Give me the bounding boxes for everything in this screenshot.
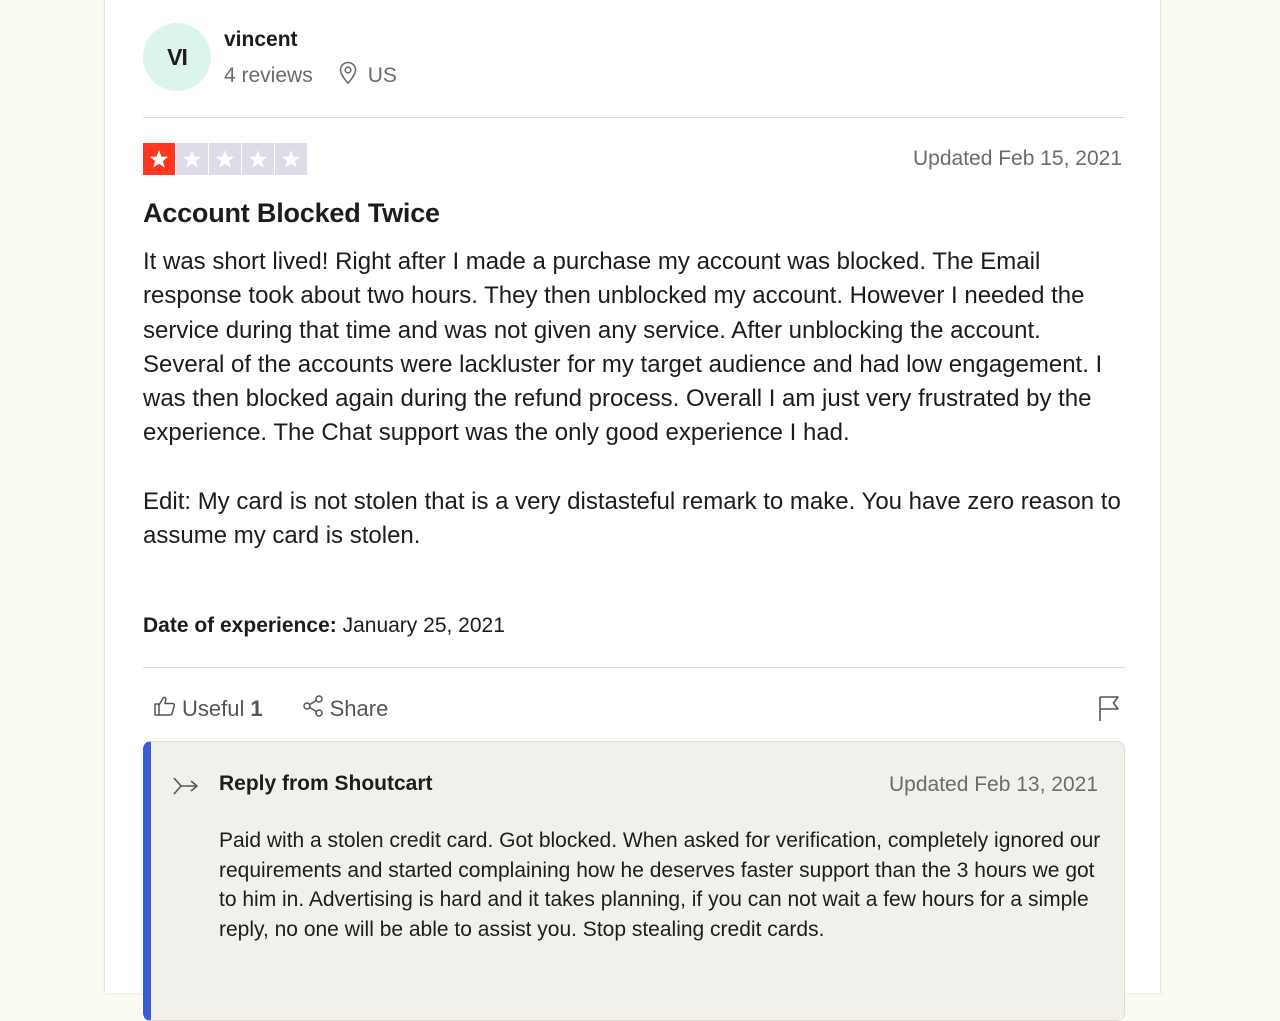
share-icon: [301, 694, 330, 724]
review-actions: [153, 694, 388, 724]
reply-title: Reply from Shoutcart: [219, 772, 433, 795]
reviewer-location: [338, 61, 397, 91]
reply-arrow-icon: [171, 774, 199, 805]
share-label: Share: [329, 696, 389, 721]
review-text: It was short lived! Right after I made a purchase my account was blocked. The Email response took about two hours. They then unblocked my account. However I needed the service during that time and was not given any service. After unblocking the account. Several of the accounts were lackluster for my target audience and had low engagement. I was then blocked again during the refund process. Overall I am just very frustrated by the experience. The Chat support was the only good experience I had.: [143, 248, 1103, 447]
star-icon: [275, 143, 307, 175]
review-body: [143, 245, 1128, 553]
share-button[interactable]: [301, 694, 389, 724]
review-title[interactable]: Account Blocked Twice: [143, 198, 440, 228]
country-label: US: [367, 64, 397, 87]
reviewer-meta: [224, 61, 397, 91]
flag-button[interactable]: [1096, 694, 1122, 727]
star-icon: [209, 143, 241, 175]
review-count: 4 reviews: [224, 64, 313, 87]
review-date: Updated Feb 15, 2021: [913, 147, 1122, 170]
location-pin-icon: [338, 61, 368, 91]
experience-date: January 25, 2021: [342, 614, 505, 637]
review-edit-text: Edit: My card is not stolen that is a very distasteful remark to make. You have zero reason to assume my card is stolen.: [143, 487, 1121, 550]
star-icon: [242, 143, 274, 175]
star-icon: [176, 143, 208, 175]
divider: [143, 667, 1125, 668]
star-icon: [143, 143, 175, 175]
reviewer-name[interactable]: vincent: [224, 28, 298, 51]
date-of-experience: [143, 614, 505, 638]
company-reply: [143, 741, 1125, 1021]
divider: [143, 117, 1125, 118]
avatar[interactable]: VI: [143, 23, 211, 91]
useful-count: 1: [250, 696, 263, 721]
reply-body: Paid with a stolen credit card. Got blocked. When asked for verification, completely ignored our requirements and started complaining how he deserves faster support than the 3 hours we got to him in. Advertising is hard and it takes planning, if you can not wait a few hours for a simple reply, no one will be able to assist you. Stop stealing credit cards.: [219, 829, 1101, 941]
star-rating: [143, 143, 307, 175]
reply-date: Updated Feb 13, 2021: [889, 773, 1098, 796]
flag-icon: [1096, 709, 1122, 726]
useful-label: Useful: [182, 696, 245, 721]
experience-label: Date of experience:: [143, 614, 337, 637]
useful-button[interactable]: [153, 694, 263, 724]
review-card: [104, 0, 1161, 993]
thumbs-up-icon: [153, 694, 182, 724]
